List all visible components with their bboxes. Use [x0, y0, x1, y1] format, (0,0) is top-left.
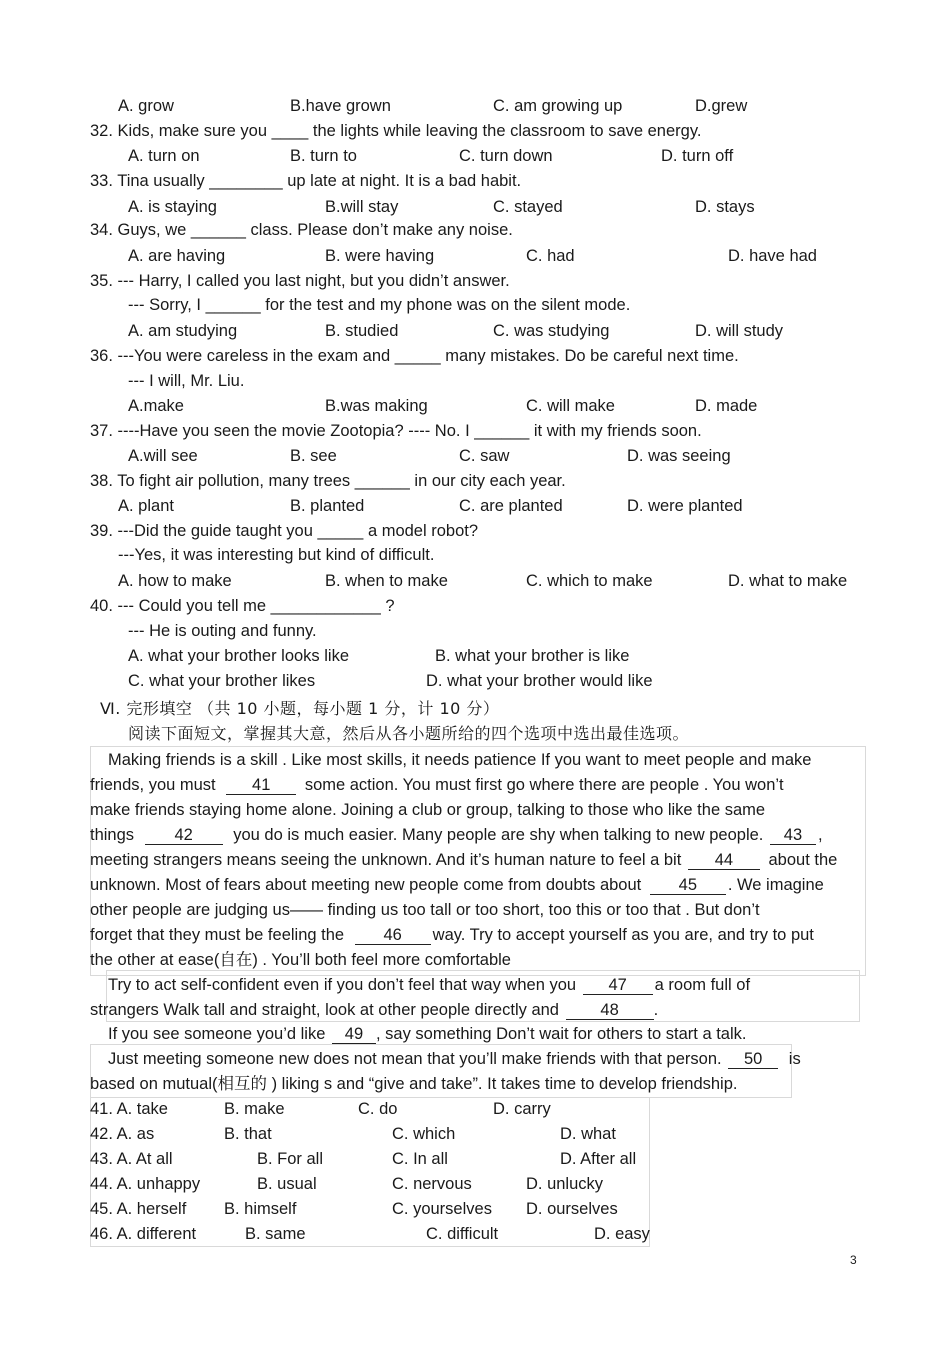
passage-line: Just meeting someone new does not mean that you’ll make friends with that person. 50 is	[108, 1050, 801, 1068]
q33-option-b: B.will stay	[325, 198, 399, 216]
q34-option-b: B. were having	[325, 247, 435, 265]
passage-line: things 42 you do is much easier. Many people are shy when talking to new people. 43 ,	[90, 826, 823, 844]
answer-45-b: B. himself	[224, 1200, 297, 1218]
passage-line: strangers Walk tall and straight, look at other people directly and 48 .	[90, 1001, 659, 1019]
q38-option-d: D. were planted	[627, 497, 743, 515]
answer-43-c: C. In all	[392, 1150, 448, 1168]
q33-option-d: D. stays	[695, 198, 755, 216]
q31-option-a: A. grow	[118, 97, 174, 115]
passage-line: Try to act self-confident even if you don’t feel that way when you 47 a room full of	[108, 976, 751, 994]
passage-line: make friends staying home alone. Joining a club or group, talking to those who like the same	[90, 801, 766, 819]
blank-46: 46	[355, 926, 431, 945]
q32-option-a: A. turn on	[128, 147, 200, 165]
q33-stem: 33. Tina usually ________ up late at night. It is a bad habit.	[90, 172, 522, 190]
q39-option-b: B. when to make	[325, 572, 448, 590]
answer-41-c: C. do	[358, 1100, 398, 1118]
answer-45: 45. A. herself	[90, 1200, 187, 1218]
q36-option-d: D. made	[695, 397, 758, 415]
q34-stem: 34. Guys, we ______ class. Please don’t make any noise.	[90, 221, 513, 239]
q40-reply: --- He is outing and funny.	[128, 622, 317, 640]
q40-stem: 40. --- Could you tell me ____________ ?	[90, 597, 395, 615]
passage-line: friends, you must 41 some action. You must first go where there are people . You won’t	[90, 776, 784, 794]
q33-option-a: A. is staying	[128, 198, 217, 216]
blank-41: 41	[226, 776, 296, 795]
answer-43-d: D. After all	[560, 1150, 637, 1168]
blank-42: 42	[145, 826, 223, 845]
answer-45-c: C. yourselves	[392, 1200, 492, 1218]
q35-option-b: B. studied	[325, 322, 399, 340]
q34-option-c: C. had	[526, 247, 575, 265]
q35-option-a: A. am studying	[128, 322, 238, 340]
q31-option-d: D.grew	[695, 97, 748, 115]
q38-option-c: C. are planted	[459, 497, 563, 515]
answer-44-d: D. unlucky	[526, 1175, 604, 1193]
q32-option-c: C. turn down	[459, 147, 553, 165]
answer-42-d: D. what	[560, 1125, 616, 1143]
passage-line: forget that they must be feeling the 46 way. Try to accept yourself as you are, and try to put	[90, 926, 814, 944]
blank-49: 49	[332, 1025, 376, 1044]
q32-option-d: D. turn off	[661, 147, 734, 165]
q36-reply: --- I will, Mr. Liu.	[128, 372, 245, 390]
q39-option-a: A. how to make	[118, 572, 232, 590]
answer-41-d: D. carry	[493, 1100, 551, 1118]
q36-option-a: A.make	[128, 397, 184, 415]
q38-stem: 38. To fight air pollution, many trees ______ in our city each year.	[90, 472, 566, 490]
q40-option-b: B. what your brother is like	[435, 647, 630, 665]
answer-44-b: B. usual	[257, 1175, 317, 1193]
answer-45-d: D. ourselves	[526, 1200, 618, 1218]
q40-option-c: C. what your brother likes	[128, 672, 316, 690]
q34-option-a: A. are having	[128, 247, 226, 265]
q39-stem: 39. ---Did the guide taught you _____ a model robot?	[90, 522, 479, 540]
q37-stem: 37. ----Have you seen the movie Zootopia? ---- No. I ______ it with my friends soon.	[90, 422, 702, 440]
passage-line: the other at ease(自在) . You’ll both feel more comfortable	[90, 951, 511, 969]
blank-47: 47	[583, 976, 653, 995]
q37-option-c: C. saw	[459, 447, 510, 465]
blank-50: 50	[728, 1050, 778, 1069]
blank-48: 48	[566, 1001, 654, 1020]
q40-option-a: A. what your brother looks like	[128, 647, 350, 665]
q32-stem: 32. Kids, make sure you ____ the lights while leaving the classroom to save energy.	[90, 122, 702, 140]
answer-44-c: C. nervous	[392, 1175, 472, 1193]
answer-42-b: B. that	[224, 1125, 272, 1143]
blank-44: 44	[688, 851, 760, 870]
q31-option-c: C. am growing up	[493, 97, 623, 115]
q40-option-d: D. what your brother would like	[426, 672, 653, 690]
answer-46-b: B. same	[245, 1225, 306, 1243]
answer-43: 43. A. At all	[90, 1150, 173, 1168]
q39-option-c: C. which to make	[526, 572, 653, 590]
q38-option-b: B. planted	[290, 497, 365, 515]
passage-line: Making friends is a skill . Like most skills, it needs patience If you want to meet people and make	[108, 751, 812, 769]
q36-stem: 36. ---You were careless in the exam and _____ many mistakes. Do be careful next time.	[90, 347, 739, 365]
q35-reply: --- Sorry, I ______ for the test and my phone was on the silent mode.	[128, 296, 631, 314]
passage-line: If you see someone you’d like 49 , say something Don’t wait for others to start a talk.	[108, 1025, 747, 1043]
q33-option-c: C. stayed	[493, 198, 563, 216]
blank-43: 43	[770, 826, 816, 845]
q34-option-d: D. have had	[728, 247, 817, 265]
q37-option-a: A.will see	[128, 447, 198, 465]
q35-option-c: C. was studying	[493, 322, 610, 340]
passage-line: based on mutual(相互的 ) liking s and “give and take”. It takes time to develop friendship.	[90, 1075, 738, 1093]
q36-option-c: C. will make	[526, 397, 615, 415]
q38-option-a: A. plant	[118, 497, 174, 515]
q37-option-d: D. was seeing	[627, 447, 731, 465]
q35-option-d: D. will study	[695, 322, 784, 340]
passage-line: unknown. Most of fears about meeting new people come from doubts about 45 . We imagine	[90, 876, 824, 894]
section-instruction: 阅读下面短文，掌握其大意，然后从各小题所给的四个选项中选出最佳选项。	[128, 724, 690, 743]
answer-42: 42. A. as	[90, 1125, 155, 1143]
answer-46-d: D. easy	[594, 1225, 650, 1243]
blank-45: 45	[650, 876, 726, 895]
answer-41-b: B. make	[224, 1100, 285, 1118]
answer-42-c: C. which	[392, 1125, 456, 1143]
answer-46-c: C. difficult	[426, 1225, 499, 1243]
passage-line: other people are judging us—— finding us too tall or too short, too this or too that . But don’t	[90, 901, 760, 919]
answer-41: 41. A. take	[90, 1100, 168, 1118]
page-number: 3	[850, 1253, 857, 1267]
answer-43-b: B. For all	[257, 1150, 324, 1168]
q35-stem: 35. --- Harry, I called you last night, but you didn’t answer.	[90, 272, 510, 290]
passage-line: meeting strangers means seeing the unknown. And it’s human nature to feel a bit 44 about the	[90, 851, 838, 869]
answer-46: 46. A. different	[90, 1225, 197, 1243]
section-title: Ⅵ. 完形填空 （共 10 小题，每小题 1 分，计 10 分）	[100, 699, 500, 718]
q31-option-b: B.have grown	[290, 97, 391, 115]
q39-option-d: D. what to make	[728, 572, 848, 590]
answer-44: 44. A. unhappy	[90, 1175, 201, 1193]
q32-option-b: B. turn to	[290, 147, 357, 165]
q36-option-b: B.was making	[325, 397, 428, 415]
q37-option-b: B. see	[290, 447, 337, 465]
q39-reply: ---Yes, it was interesting but kind of difficult.	[118, 546, 435, 564]
